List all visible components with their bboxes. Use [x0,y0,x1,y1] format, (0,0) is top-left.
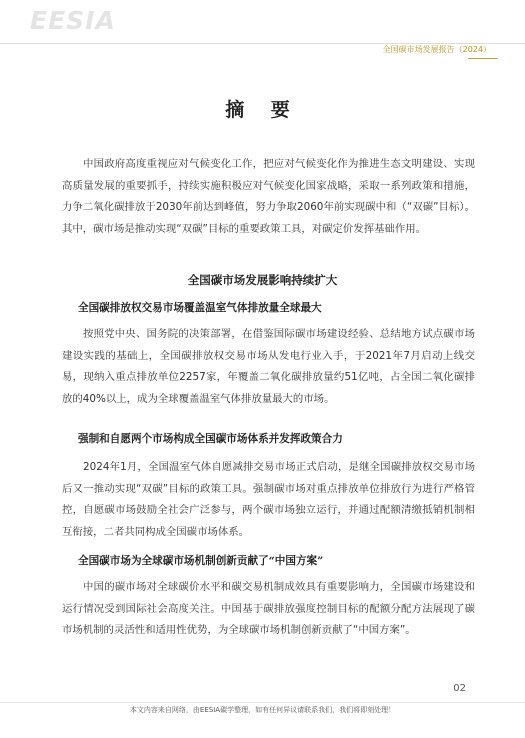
footer-divider [0,702,525,703]
section-heading: 全国碳市场发展影响持续扩大 [187,273,338,287]
subsection-paragraph-two-markets: 2024年1月，全国温室气体自愿减排交易市场正式启动，是继全国碳排放权交易市场后又一推动实现“双碳”目标的政策工具。强制碳市场对重点排放单位排放行为进行严格管控，自愿碳市场鼓励全社会广泛参与，两个碳市场独立运行，并通过配额清缴抵销机制相互衔接，二者共同构成全国碳市场体系。 [62,461,475,538]
eesia-logo: EESIA [30,6,116,35]
subsection-heading-two-markets: 强制和自愿两个市场构成全国碳市场体系并发挥政策合力 [78,433,343,445]
page-title: 摘 要 [225,99,300,121]
footer-disclaimer: 本文内容来自网络，由EESIA碳学整理，如有任何异议请联系我们，我们将即刻处理！ [129,706,396,714]
header-accent-line [468,58,498,59]
page-number: 02 [453,683,466,694]
intro-paragraph: 中国政府高度重视应对气候变化工作，把应对气候变化作为推进生态文明建设、实现高质量发展的重要抓手，持续实施积极应对气候变化国家战略，采取一系列政策和措施，力争二氧化碳排放于2030年前达到峰值，努力争取2060年前实现碳中和（“双碳”目标）。其中，碳市场是推动实现“双碳”目标的重要政策工具，对碳定价发挥基础作用。 [62,158,475,235]
report-title: 全国碳市场发展报告（2024） [382,45,491,54]
subsection-paragraph-coverage: 按照党中央、国务院的决策部署，在借鉴国际碳市场建设经验、总结地方试点碳市场建设实践的基础上，全国碳排放权交易市场从发电行业入手，于2021年7月启动上线交易，现纳入重点排放单位2257家，年覆盖二氧化碳排放量约51亿吨，占全国二氧化碳排放的40%以上，成为全球覆盖温室气体排放量最大的市场。 [62,328,475,405]
subsection-heading-coverage: 全国碳排放权交易市场覆盖温室气体排放量全球最大 [78,302,322,314]
subsection-heading-china-solution: 全国碳市场为全球碳市场机制创新贡献了“中国方案” [78,555,324,567]
subsection-paragraph-china-solution: 中国的碳市场对全球碳价水平和碳交易机制成效具有重要影响力，全国碳市场建设和运行情况受到国际社会高度关注。中国基于碳排放强度控制目标的配额分配方法展现了碳市场机制的灵活性和适用性优势，为全球碳市场机制创新贡献了“中国方案”。 [62,581,475,636]
